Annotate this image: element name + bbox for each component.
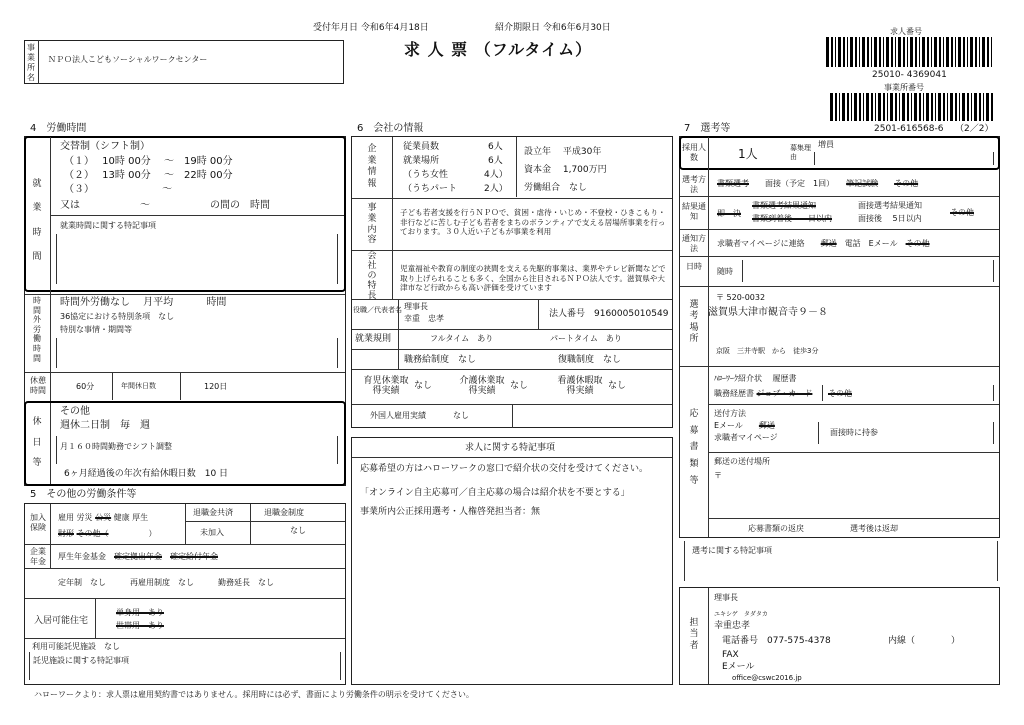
employees-label: 従業員数 [403, 142, 440, 152]
barcode-bar [839, 93, 840, 121]
sec4-heading: 4 労働時間 [30, 123, 87, 134]
barcode-bar [975, 37, 977, 67]
barcode-bar [979, 37, 980, 67]
women-value: 4人） [484, 170, 508, 180]
fax-label: FAX [722, 650, 739, 660]
barcode-bar [931, 37, 932, 67]
date-value: 随時 [717, 267, 733, 276]
barcode-bar [955, 93, 957, 121]
docs-1: ﾊﾛｰﾜｰｸ紹介状 履歴書 [714, 374, 797, 383]
barcode-bar [862, 37, 865, 67]
barcode-bar [871, 93, 873, 121]
barcode-bar [970, 37, 973, 67]
office-number-barcode [830, 93, 996, 121]
barcode-bar [830, 93, 833, 121]
office-name: ＮＰＯ法人こどもソーシャルワークセンター [48, 55, 208, 64]
barcode-bar [843, 37, 845, 67]
duty-wage: 職務給制度 なし [404, 355, 477, 365]
parttime-rules: パートタイム あり [550, 334, 622, 343]
childcare-leave-value: なし [414, 381, 433, 391]
send-2: 求職者マイページ [714, 433, 778, 442]
housing-single: 単身用 あり [116, 608, 164, 617]
company-info-label: 企業情報 [367, 144, 377, 190]
barcode-bar [883, 37, 884, 67]
barcode-bar [838, 37, 841, 67]
method-label: 選考方法 [682, 175, 706, 194]
barcode-bar [983, 93, 984, 121]
barcode-bar [947, 93, 948, 121]
holiday-label: 休日等 [32, 417, 42, 469]
part-label: （うちパート [403, 184, 458, 194]
barcode-bar [899, 93, 900, 121]
footer-note: ハローワークより：求人票は雇用契約書ではありません。採用時には必ず、書面により労働条件の明示を受けてください。 [34, 690, 474, 699]
barcode-bar [842, 93, 845, 121]
barcode-bar [887, 93, 888, 121]
email-address: office@cswc2016.jp [732, 674, 802, 682]
barcode-bar [950, 93, 953, 121]
feature-label: 会社の特長 [367, 251, 377, 301]
office-number-label: 事業所番号 [884, 83, 924, 92]
barcode-bar [847, 93, 849, 121]
barcode-bar [895, 93, 897, 121]
barcode-bar [974, 93, 977, 121]
break-label: 休憩時間 [30, 376, 46, 395]
barcode-bar [847, 37, 848, 67]
barcode-bar [854, 93, 857, 121]
job-number: 25010- 4369041 [872, 70, 947, 80]
barcode-bar [958, 37, 961, 67]
foreign-label: 外国人雇用実績 [370, 411, 426, 420]
barcode-bar [907, 93, 909, 121]
retire-system-value: なし [290, 526, 306, 535]
childcare-facility: 利用可能託児施設 なし [32, 642, 120, 651]
barcode-bar [831, 37, 833, 67]
send-bracket-text: 面接時に持参 [830, 428, 878, 437]
contact-kana: ユキシゲ タダタカ [714, 611, 768, 618]
date-label: 日時 [686, 262, 702, 271]
barcode-bar [863, 93, 864, 121]
corp-number: 法人番号 9160005010549 [549, 309, 669, 319]
insurance-1: 雇用 労災 公災 健康 厚生 [58, 513, 149, 522]
barcode-bar [835, 93, 837, 121]
barcode-bar [991, 93, 993, 121]
shift-1: （１） 10時 00分 ～ 19時 00分 [64, 156, 233, 167]
barcode-bar [938, 93, 941, 121]
zip-code: 〒 520-0032 [716, 293, 766, 302]
barcode-bar [935, 93, 936, 121]
special-notes-title: 求人に関する特記事項 [465, 443, 556, 453]
job-number-barcode [826, 37, 996, 67]
barcode-bar [967, 37, 968, 67]
barcode-bar [883, 93, 885, 121]
paid-leave: 6ヶ月経過後の年次有給休暇日数 10 日 [64, 469, 229, 479]
sec7-heading: 7 選考等 [684, 123, 731, 134]
barcode-bar [962, 93, 965, 121]
reason-value: 増員 [818, 140, 834, 149]
send-1: Eメール 郵送 [714, 421, 775, 430]
retire-system-label: 退職金制度 [264, 508, 304, 517]
barcode-bar [878, 93, 881, 121]
hire-label: 採用人数 [682, 143, 706, 162]
barcode-bar [939, 37, 941, 67]
barcode-bar [915, 37, 917, 67]
shift-2: （２） 13時 00分 ～ 22時 00分 [64, 170, 233, 181]
barcode-bar [934, 37, 937, 67]
barcode-bar [982, 37, 985, 67]
sec5-heading: 5 その他の労働条件等 [30, 489, 137, 500]
job-number-label: 求人番号 [890, 27, 922, 36]
rep-title: 理事長 [404, 302, 428, 311]
send-label: 送付方法 [714, 409, 746, 418]
barcode-bar [951, 37, 953, 67]
barcode-bar [926, 93, 929, 121]
weekly-holiday: 週休二日制 毎 週 [60, 420, 150, 431]
barcode-bar [959, 93, 960, 121]
barcode-bar [907, 37, 908, 67]
phone-extension: 内線（ ） [888, 636, 961, 646]
barcode-bar [922, 37, 925, 67]
rep-name: 幸重 忠孝 [404, 314, 444, 323]
special-circ-bracket [56, 338, 338, 368]
notify-label: 通知方法 [682, 234, 706, 253]
business-content: 子ども若者支援を行うＮＰＯで、貧困・虐待・いじめ・不登校・ひきこもり・非行などに苦しむ子ども若者をまちのボランティアで支える居場所事業を行っております。３０人近い子どもが事業を利用 [400, 208, 666, 237]
barcode-bar [986, 93, 989, 121]
sick-leave-label: 看護休暇取得実績 [557, 376, 603, 397]
union: 労働組合 なし [524, 183, 588, 193]
feature-content: 児童福祉や教育の制度の狭間を支える先駆的事業は、業界やテレビ新聞などで取り上げられることも多く、全国から注目されるＮＰＯ法人です。滋賀県や大津市など行政からも高い評価を受けています [400, 264, 666, 293]
overtime-label: 時間外労働時間 [33, 296, 41, 363]
barcode-bar [871, 37, 872, 67]
rep-label: 役職／代表者名 [353, 306, 402, 314]
sec6-heading: 6 会社の情報 [357, 123, 424, 134]
reason-bracket [814, 152, 994, 165]
founded: 設立年 平成30年 [524, 147, 602, 157]
docs-other: その他 [828, 389, 852, 398]
sick-leave-value: なし [608, 381, 627, 391]
rules-label: 就業規則 [355, 334, 392, 344]
result-doc-notify: 書類選考結果通知 [752, 201, 816, 210]
barcode-bar [971, 93, 972, 121]
office-label: 事業所名 [27, 43, 35, 82]
result-other: その他 [950, 208, 974, 217]
special-circumstances: 特別な事情・期間等 [60, 325, 132, 334]
barcode-bar [931, 93, 933, 121]
method-items: 書類選考 面接（予定 1回） 筆記試験 その他 [717, 179, 919, 188]
reason-label: 募集理由 [790, 144, 811, 161]
barcode-bar [979, 93, 981, 121]
contact-title: 理事長 [714, 593, 738, 602]
barcode-bar [919, 37, 920, 67]
retire-mutual-label: 退職金共済 [193, 508, 233, 517]
retire-mutual-value: 未加入 [200, 528, 224, 537]
sel-special-label: 選考に関する特記事項 [692, 546, 772, 555]
barcode-bar [987, 37, 989, 67]
pension-items: 厚生年金基金 確定拠出年金 確定給付年金 [58, 552, 218, 561]
barcode-bar [875, 93, 876, 121]
childcare-note: 託児施設に関する特記事項 [33, 656, 129, 665]
barcode-bar [826, 37, 829, 67]
barcode-bar [867, 37, 869, 67]
barcode-bar [851, 93, 852, 121]
barcode-bar [835, 37, 836, 67]
capital: 資本金 1,700万円 [524, 165, 607, 175]
barcode-bar [910, 37, 913, 67]
nursing-leave-label: 介護休業取得実績 [459, 376, 505, 397]
or-between: 又は ～ の間の 時間 [60, 200, 270, 211]
office-number: 2501-616568-6 [874, 124, 944, 134]
barcode-bar [903, 37, 905, 67]
barcode-bar [855, 37, 857, 67]
annual-holidays-value: 120日 [204, 382, 228, 391]
barcode-bar [911, 93, 912, 121]
barcode-bar [886, 37, 889, 67]
mail-zip: 〒 [714, 471, 722, 480]
insurance-2: 財形 その他（ ） [58, 529, 157, 538]
insurance-label: 加入保険 [30, 513, 46, 532]
foreign-value: なし [453, 411, 469, 420]
barcode-bar [943, 37, 944, 67]
pension-label: 企業年金 [30, 547, 46, 566]
overtime: 時間外労働なし 月平均 時間 [60, 297, 227, 308]
barcode-bar [866, 93, 869, 121]
phone-number: 電話番号 077-575-4378 [722, 636, 831, 646]
holiday-other: その他 [60, 406, 90, 417]
retirement-age: 定年制 なし 再雇用制度 なし 勤務延長 なし [58, 578, 274, 587]
barcode-bar [927, 37, 929, 67]
part-value: 2人） [484, 184, 508, 194]
barcode-bar [991, 37, 992, 67]
barcode-bar [902, 93, 905, 121]
date-bracket [742, 260, 994, 282]
shift-title: 交替制（シフト制） [60, 141, 150, 152]
annual-holidays-label: 年間休日数 [121, 382, 156, 390]
page-number: （2／2） [955, 124, 994, 134]
place-label: 選考場所 [689, 300, 699, 344]
housing-family: 世帯用 あり [116, 621, 164, 630]
contact-name: 幸重忠孝 [714, 621, 751, 631]
barcode-bar [874, 37, 877, 67]
break-value: 60分 [76, 382, 95, 391]
barcode-bar [923, 93, 924, 121]
notify-items: 求職者マイページに連絡 郵送 電話 Eメール その他 [717, 239, 930, 248]
barcode-bar [879, 37, 881, 67]
special-hours-bracket [56, 234, 338, 284]
special-hours-label: 就業時間に関する特記事項 [60, 221, 156, 230]
email-label: Eメール [722, 662, 755, 672]
barcode-bar [963, 37, 965, 67]
barcode-bar [859, 37, 860, 67]
special-note-1: 応募希望の方はハローワークの窓口で紹介状の交付を受けてください。 [360, 464, 649, 474]
contact-label: 担当者 [689, 618, 699, 651]
referral-deadline: 紹介期限日 令和6年6月30日 [495, 23, 611, 33]
address: 滋賀県大津市観音寺９－８ [708, 307, 828, 318]
business-label: 事業内容 [367, 203, 377, 246]
barcode-bar [898, 37, 901, 67]
result-doc-days: 書類到着後 日以内 [752, 214, 832, 223]
hours-label: 就業時間 [32, 179, 42, 262]
nursing-leave-value: なし [510, 381, 529, 391]
return-value: 選考後は返却 [850, 524, 898, 533]
barcode-bar [946, 37, 949, 67]
mail-label: 郵送の送付場所 [714, 457, 770, 466]
housing-label: 入居可能住宅 [34, 616, 89, 626]
special-note-3: 事業所内公正採用選考・人権啓発担当者：無 [360, 507, 541, 517]
barcode-bar [943, 93, 945, 121]
workplace-value: 6人 [488, 156, 503, 166]
barcode-bar [967, 93, 969, 121]
reinstatement: 復職制度 なし [558, 355, 622, 365]
barcode-bar [914, 93, 917, 121]
return-label: 応募書類の返戻 [748, 524, 804, 533]
special-note-2: 「オンライン自主応募可／自主応募の場合は紹介状を不要とする」 [360, 488, 630, 498]
employees-value: 6人 [488, 142, 503, 152]
result-label: 結果通知 [682, 202, 706, 221]
barcode-bar [895, 37, 896, 67]
holiday-note: 月１６０時間勤務でシフト調整 [60, 442, 172, 451]
barcode-bar [850, 37, 853, 67]
women-label: （うち女性 [403, 170, 449, 180]
result-interview-days: 面接後 5日以内 [858, 214, 922, 223]
docs-label: 応募書類等 [689, 409, 699, 486]
barcode-bar [919, 93, 921, 121]
page-title: 求 人 票 （フルタイム） [404, 40, 593, 59]
art36: 36協定における特別条項 なし [60, 312, 175, 321]
shift-3: （３） ～ [64, 184, 173, 195]
result-immediate: 即 決 [717, 209, 741, 218]
hire-value: 1人 [738, 147, 758, 161]
access: 京阪 三井寺駅 から 徒歩3分 [716, 347, 819, 355]
result-interview-notify: 面接選考結果通知 [858, 201, 922, 210]
workplace-label: 就業場所 [403, 156, 440, 166]
barcode-bar [891, 37, 893, 67]
barcode-bar [890, 93, 893, 121]
barcode-bar [859, 93, 861, 121]
fulltime-rules: フルタイム あり [430, 334, 494, 343]
received-date: 受付年月日 令和6年4月18日 [313, 23, 429, 33]
childcare-leave-label: 育児休業取得実績 [363, 376, 409, 397]
barcode-bar [955, 37, 956, 67]
docs-2: 職務経歴書 ジョブ・カード [714, 389, 813, 398]
